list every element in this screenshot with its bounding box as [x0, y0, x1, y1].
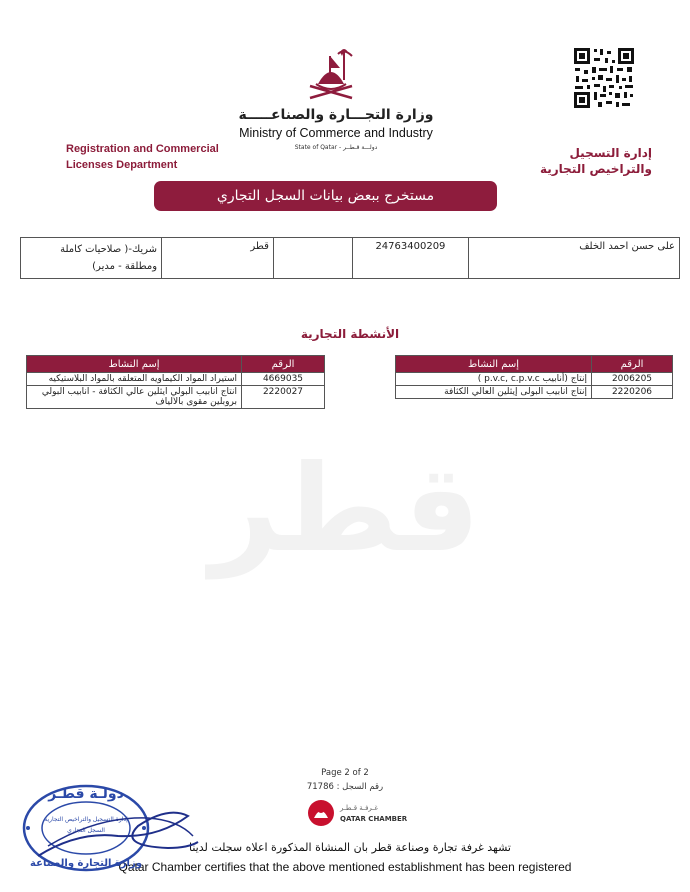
certification-arabic: تشهد غرفة تجارة وصناعة قطر بان المنشاة المذكورة اعلاه سجلت لدينا [189, 841, 511, 854]
department-ar-line2: والتراخيص التجارية [539, 162, 652, 176]
activities-title: الأنشطة التجارية [300, 327, 400, 341]
ministry-name-english: Ministry of Commerce and Industry [239, 126, 433, 140]
department-name-arabic [530, 145, 652, 177]
qr-code-icon [572, 46, 636, 110]
certification-english: Qatar Chamber certifies that the above mentioned establishment has been registered [118, 860, 572, 874]
registration-value: 71786 [306, 782, 334, 792]
qatar-chamber-logo [306, 796, 416, 832]
chamber-emblem-icon [306, 798, 336, 828]
chamber-name-english: QATAR CHAMBER [340, 815, 408, 823]
activity-number: 2220027 [242, 386, 325, 409]
col-activity-number: الرقم [592, 356, 673, 373]
stamp-bottom-text: وزارة التجارة والصناعة [30, 858, 142, 869]
activity-number: 2220206 [592, 386, 673, 399]
activity-name: انتاج انابيب البولي ايثلين عالي الكثافة - انابيب البولي بروبلين مقوى بالالياف [27, 386, 242, 409]
activity-name: استيراد المواد الكيماويه المتعلقه بالمواد البلاستيكيه [27, 373, 242, 386]
department-ar-line1: إدارة التسجيل [569, 146, 652, 160]
owner-role: شريك-( صلاحيات كاملة ومطلقة - مدير) [21, 238, 162, 279]
document-title-banner: مستخرج ببعض بيانات السجل التجاري [154, 181, 497, 211]
owner-nationality: قطر [162, 238, 274, 279]
activity-name: إنتاج انابيب البولى إيثلين العالي الكثافة [396, 386, 592, 399]
owner-id-number: 24763400209 [352, 238, 469, 279]
table-row [27, 373, 325, 386]
qatar-emblem-icon [300, 42, 362, 106]
col-activity-number: الرقم [242, 356, 325, 373]
official-stamp [18, 776, 208, 876]
table-row [21, 238, 680, 279]
registration-number [290, 782, 400, 792]
table-row [396, 386, 673, 399]
activity-number: 4669035 [242, 373, 325, 386]
owner-extra [273, 238, 352, 279]
table-header-row [27, 356, 325, 373]
owner-name: على حسن احمد الخلف [469, 238, 680, 279]
department-en-line1: Registration and Commercial [66, 143, 219, 155]
activity-number: 2006205 [592, 373, 673, 386]
department-name-english [66, 141, 226, 173]
registration-label: رقم السجل : [336, 782, 384, 792]
activities-table-left [26, 355, 325, 409]
state-label: State of Qatar - دولـــة قـطــر [294, 144, 378, 151]
activity-name: إنتاج (أنابيب p.v.c, c.p.v.c ) [396, 373, 592, 386]
col-activity-name: إسم النشاط [396, 356, 592, 373]
col-activity-name: إسم النشاط [27, 356, 242, 373]
department-en-line2: Licenses Department [66, 159, 178, 171]
watermark: قطر [209, 440, 481, 579]
table-header-row [396, 356, 673, 373]
table-row [396, 373, 673, 386]
page-number: Page 2 of 2 [321, 768, 369, 778]
stamp-inner-text-2: السجل التجاري [67, 827, 105, 834]
chamber-name-arabic: غـرفـة قـطـر [340, 804, 379, 812]
activities-table-right [395, 355, 673, 399]
table-row [27, 386, 325, 409]
ministry-name-arabic: وزارة التجـــارة والصناعـــــة [238, 107, 434, 123]
stamp-top-text: دولـة قطـر [48, 786, 124, 802]
owner-table [20, 237, 680, 279]
stamp-inner-text-1: إدارة التسجيل والتراخيص التجارية [44, 816, 128, 823]
